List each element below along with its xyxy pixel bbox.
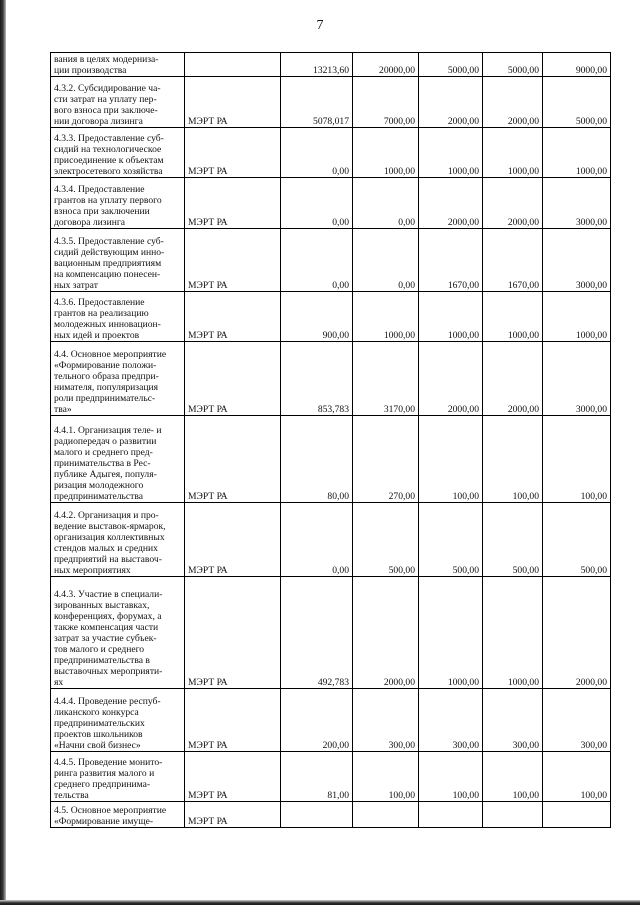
scan-border-bottom	[0, 900, 640, 905]
amount-cell: 0,00	[281, 178, 353, 229]
amount-cell: 5000,00	[483, 53, 543, 77]
table-row	[51, 577, 611, 689]
activity-name-line: на компенсацию понесен-	[54, 269, 161, 280]
amount-cell: 270,00	[353, 416, 419, 503]
amount-cell: 80,00	[281, 416, 353, 503]
activity-name-line: принимательства в Рес-	[54, 458, 151, 469]
amount-cell: 0,00	[353, 229, 419, 292]
activity-name-line: сидий действующим инно-	[54, 247, 165, 258]
executor-cell: МЭРТ РА	[185, 229, 281, 292]
amount-cell: 9000,00	[543, 53, 611, 77]
amount-cell: 500,00	[483, 503, 543, 577]
activity-name-line: вания в целях модерниза-	[54, 54, 159, 65]
amount-cell: 853,783	[281, 342, 353, 416]
amount-cell: 500,00	[419, 503, 483, 577]
executor-cell: МЭРТ РА	[185, 128, 281, 178]
activity-name-line: нии договора лизинга	[54, 116, 143, 127]
amount-cell: 0,00	[281, 229, 353, 292]
table-row	[51, 292, 611, 342]
executor-cell: МЭРТ РА	[185, 577, 281, 689]
executor-cell: МЭРТ РА	[185, 342, 281, 416]
executor-cell: МЭРТ РА	[185, 503, 281, 577]
activity-name-cell	[51, 802, 185, 828]
activity-name-line: договора лизинга	[54, 217, 126, 228]
amount-cell: 492,783	[281, 577, 353, 689]
amount-cell: 2000,00	[483, 178, 543, 229]
activity-name-line: грантов на уплату первого	[54, 195, 162, 206]
amount-cell: 1000,00	[419, 292, 483, 342]
activity-name-line: ризация молодежного	[54, 480, 144, 491]
amount-cell: 300,00	[419, 689, 483, 752]
budget-table	[50, 52, 611, 828]
activity-name-line: предпринимательства в	[54, 655, 150, 666]
activity-name-cell	[51, 53, 185, 77]
amount-cell: 500,00	[353, 503, 419, 577]
activity-name-line: грантов на реализацию	[54, 308, 149, 319]
activity-name-line: тов малого и среднего	[54, 644, 145, 655]
activity-name-line: вого взноса при заключе-	[54, 105, 158, 116]
amount-cell: 300,00	[353, 689, 419, 752]
activity-name-line: нимателя, популяризация	[54, 382, 159, 393]
amount-cell: 1000,00	[353, 292, 419, 342]
table-row	[51, 342, 611, 416]
activity-name-line: малого и среднего пред-	[54, 447, 153, 458]
amount-cell: 13213,60	[281, 53, 353, 77]
amount-cell	[483, 802, 543, 828]
activity-name-line: предпринимательства	[54, 491, 144, 502]
activity-name-cell	[51, 342, 185, 416]
activity-name-line: ведение выставок-ярмарок,	[54, 521, 166, 532]
amount-cell: 3000,00	[543, 342, 611, 416]
activity-name-line: 4.3.4. Предоставление	[54, 184, 145, 195]
activity-name-cell	[51, 503, 185, 577]
amount-cell: 100,00	[353, 752, 419, 802]
amount-cell: 5000,00	[419, 53, 483, 77]
amount-cell: 1670,00	[483, 229, 543, 292]
activity-name-line: 4.5. Основное мероприятие	[54, 805, 167, 816]
amount-cell: 100,00	[483, 752, 543, 802]
executor-cell: МЭРТ РА	[185, 752, 281, 802]
activity-name-line: «Формирование имуще-	[54, 816, 154, 827]
activity-name-line: ции производства	[54, 65, 127, 76]
table-row	[51, 77, 611, 128]
activity-name-cell	[51, 128, 185, 178]
activity-name-line: тва»	[54, 404, 72, 415]
amount-cell: 900,00	[281, 292, 353, 342]
amount-cell: 1000,00	[543, 292, 611, 342]
activity-name-cell	[51, 577, 185, 689]
activity-name-line: тельного образа предпри-	[54, 371, 159, 382]
amount-cell: 1000,00	[419, 128, 483, 178]
amount-cell: 2000,00	[419, 77, 483, 128]
amount-cell: 300,00	[543, 689, 611, 752]
activity-name-cell	[51, 229, 185, 292]
activity-name-line: «Начни свой бизнес»	[54, 740, 141, 751]
amount-cell: 2000,00	[483, 342, 543, 416]
amount-cell: 1000,00	[543, 128, 611, 178]
activity-name-cell	[51, 416, 185, 503]
activity-name-line: 4.4.4. Проведение респуб-	[54, 696, 161, 707]
activity-name-line: организация коллективных	[54, 532, 165, 543]
amount-cell: 2000,00	[419, 342, 483, 416]
table-row	[51, 53, 611, 77]
amount-cell: 3000,00	[543, 229, 611, 292]
amount-cell: 0,00	[281, 128, 353, 178]
table-row	[51, 416, 611, 503]
activity-name-line: предприятий на выставоч-	[54, 554, 162, 565]
amount-cell: 3000,00	[543, 178, 611, 229]
executor-cell: МЭРТ РА	[185, 77, 281, 128]
activity-name-line: тельства	[54, 790, 89, 801]
amount-cell	[543, 802, 611, 828]
activity-name-line: взноса при заключении	[54, 206, 150, 217]
activity-name-cell	[51, 752, 185, 802]
activity-name-line: ринга развития малого и	[54, 768, 155, 779]
amount-cell: 7000,00	[353, 77, 419, 128]
activity-name-line: 4.4.2. Организация и про-	[54, 510, 159, 521]
amount-cell: 1000,00	[483, 128, 543, 178]
executor-cell: МЭРТ РА	[185, 416, 281, 503]
activity-name-line: ях	[54, 677, 64, 688]
executor-cell: МЭРТ РА	[185, 178, 281, 229]
activity-name-line: зированных выставках,	[54, 600, 150, 611]
table-row	[51, 689, 611, 752]
activity-name-line: 4.3.3. Предоставление суб-	[54, 133, 164, 144]
amount-cell	[281, 802, 353, 828]
table-row	[51, 752, 611, 802]
activity-name-line: «Формирование положи-	[54, 360, 157, 371]
amount-cell: 5078,017	[281, 77, 353, 128]
table-row	[51, 229, 611, 292]
executor-cell: МЭРТ РА	[185, 802, 281, 828]
activity-name-line: вационным предприятиям	[54, 258, 162, 269]
activity-name-line: 4.3.6. Предоставление	[54, 297, 145, 308]
activity-name-cell	[51, 77, 185, 128]
activity-name-line: 4.4.1. Организация теле- и	[54, 425, 162, 436]
activity-name-line: ликанского конкурса	[54, 707, 139, 718]
activity-name-line: 4.3.2. Субсидирование ча-	[54, 83, 161, 94]
activity-name-line: присоединение к объектам	[54, 155, 164, 166]
activity-name-line: 4.4.3. Участие в специали-	[54, 589, 163, 600]
activity-name-line: 4.3.5. Предоставление суб-	[54, 236, 164, 247]
amount-cell: 200,00	[281, 689, 353, 752]
activity-name-line: затрат за участие субъек-	[54, 633, 157, 644]
amount-cell: 1000,00	[483, 577, 543, 689]
activity-name-line: ных затрат	[54, 280, 98, 291]
activity-name-line: среднего предпринима-	[54, 779, 151, 790]
amount-cell: 0,00	[353, 178, 419, 229]
table-body	[51, 53, 611, 828]
activity-name-line: также компенсация части	[54, 622, 159, 633]
activity-name-cell	[51, 689, 185, 752]
activity-name-line: 4.4. Основное мероприятие	[54, 349, 167, 360]
amount-cell: 100,00	[419, 416, 483, 503]
activity-name-cell	[51, 292, 185, 342]
activity-name-line: выставочных мероприяти-	[54, 666, 163, 677]
table-row	[51, 178, 611, 229]
activity-name-line: предпринимательских	[54, 718, 145, 729]
table-row	[51, 128, 611, 178]
amount-cell: 1000,00	[353, 128, 419, 178]
activity-name-line: публике Адыгея, популя-	[54, 469, 157, 480]
activity-name-line: стендов малых и средних	[54, 543, 158, 554]
page-number: 7	[316, 18, 324, 33]
amount-cell: 500,00	[543, 503, 611, 577]
amount-cell: 100,00	[543, 752, 611, 802]
amount-cell: 2000,00	[353, 577, 419, 689]
amount-cell: 1670,00	[419, 229, 483, 292]
amount-cell: 100,00	[483, 416, 543, 503]
activity-name-line: ных мероприятиях	[54, 565, 131, 576]
table-row	[51, 503, 611, 577]
executor-cell	[185, 53, 281, 77]
activity-name-line: ных идей и проектов	[54, 330, 140, 341]
amount-cell: 81,00	[281, 752, 353, 802]
activity-name-line: электросетевого хозяйства	[54, 166, 163, 177]
amount-cell: 2000,00	[483, 77, 543, 128]
executor-cell: МЭРТ РА	[185, 292, 281, 342]
amount-cell: 300,00	[483, 689, 543, 752]
amount-cell: 3170,00	[353, 342, 419, 416]
amount-cell	[353, 802, 419, 828]
amount-cell: 20000,00	[353, 53, 419, 77]
amount-cell: 2000,00	[543, 577, 611, 689]
amount-cell: 5000,00	[543, 77, 611, 128]
activity-name-line: молодежных инновацион-	[54, 319, 161, 330]
activity-name-line: конференциях, форумах, а	[54, 611, 162, 622]
amount-cell	[419, 802, 483, 828]
activity-name-line: 4.4.5. Проведение монито-	[54, 757, 163, 768]
activity-name-line: радиопередач о развитии	[54, 436, 157, 447]
amount-cell: 0,00	[281, 503, 353, 577]
executor-cell: МЭРТ РА	[185, 689, 281, 752]
amount-cell: 100,00	[543, 416, 611, 503]
amount-cell: 1000,00	[419, 577, 483, 689]
amount-cell: 100,00	[419, 752, 483, 802]
activity-name-line: сти затрат на уплату пер-	[54, 94, 157, 105]
activity-name-cell	[51, 178, 185, 229]
amount-cell: 1000,00	[483, 292, 543, 342]
scan-border-left	[0, 0, 6, 905]
activity-name-line: проектов школьников	[54, 729, 143, 740]
activity-name-line: роли предпринимательс-	[54, 393, 156, 404]
amount-cell: 2000,00	[419, 178, 483, 229]
activity-name-line: сидий на технологическое	[54, 144, 162, 155]
table-row	[51, 802, 611, 828]
